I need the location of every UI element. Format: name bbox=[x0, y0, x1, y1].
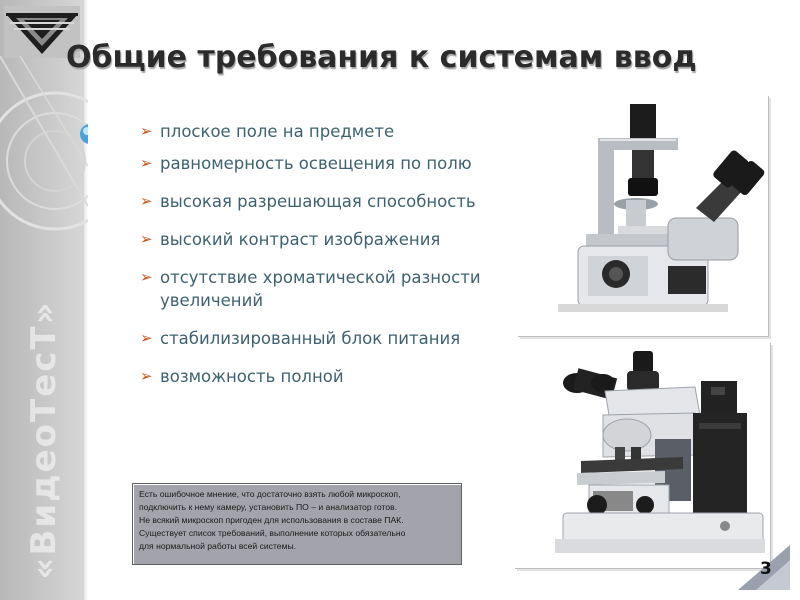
list-item bbox=[140, 327, 495, 350]
arrow-bullet-icon: ➢ bbox=[140, 230, 153, 248]
orbit-decoration-icon bbox=[0, 56, 88, 246]
list-item bbox=[140, 365, 495, 388]
arrow-bullet-icon: ➢ bbox=[140, 268, 153, 286]
list-item-text: возможность полной bbox=[160, 367, 344, 386]
list-item-text: равномерность освещения по полю bbox=[160, 154, 472, 173]
logo-superscript: 62 bbox=[68, 13, 75, 19]
note-line: Существует список требований, выполнение которых обязательно bbox=[139, 528, 406, 538]
sidebar bbox=[0, 0, 88, 600]
upright-microscope-photo bbox=[515, 343, 771, 569]
arrow-bullet-icon: ➢ bbox=[140, 122, 153, 140]
list-item bbox=[140, 266, 495, 312]
arrow-bullet-icon: ➢ bbox=[140, 192, 153, 210]
note-line: Не всякий микроскоп пригоден для использования в составе ПАК. bbox=[139, 515, 404, 525]
note-box bbox=[132, 483, 462, 565]
arrow-bullet-icon: ➢ bbox=[140, 367, 153, 385]
page-number bbox=[738, 545, 790, 590]
list-item-text: стабилизированный блок питания bbox=[160, 329, 461, 348]
inverted-microscope-photo bbox=[518, 96, 769, 337]
list-item bbox=[140, 120, 495, 143]
upright-microscope-icon bbox=[515, 343, 770, 568]
inverted-microscope-icon bbox=[518, 96, 768, 336]
brand-vertical-text: «ВидеоТесТ» bbox=[24, 300, 64, 580]
list-item bbox=[140, 228, 495, 251]
note-line: для нормальной работы всей системы. bbox=[139, 541, 297, 551]
requirements-list bbox=[140, 120, 495, 403]
list-item-text: высокий контраст изображения bbox=[160, 230, 441, 249]
slide-title: Общие требования к системам ввод bbox=[66, 40, 697, 75]
list-item bbox=[140, 190, 495, 213]
arrow-bullet-icon: ➢ bbox=[140, 329, 153, 347]
note-line: подключить к нему камеру, установить ПО – и анализатор готов. bbox=[139, 502, 398, 512]
list-item bbox=[140, 152, 495, 175]
list-item-text: отсутствие хроматической разности увеличений bbox=[160, 268, 481, 310]
note-line: Есть ошибочное мнение, что достаточно взять любой микроскоп, bbox=[139, 489, 401, 499]
list-item-text: высокая разрешающая способность bbox=[160, 192, 476, 211]
arrow-bullet-icon: ➢ bbox=[140, 154, 153, 172]
page-number-text: 3 bbox=[760, 559, 772, 579]
list-item-text: плоское поле на предмете bbox=[160, 122, 395, 141]
